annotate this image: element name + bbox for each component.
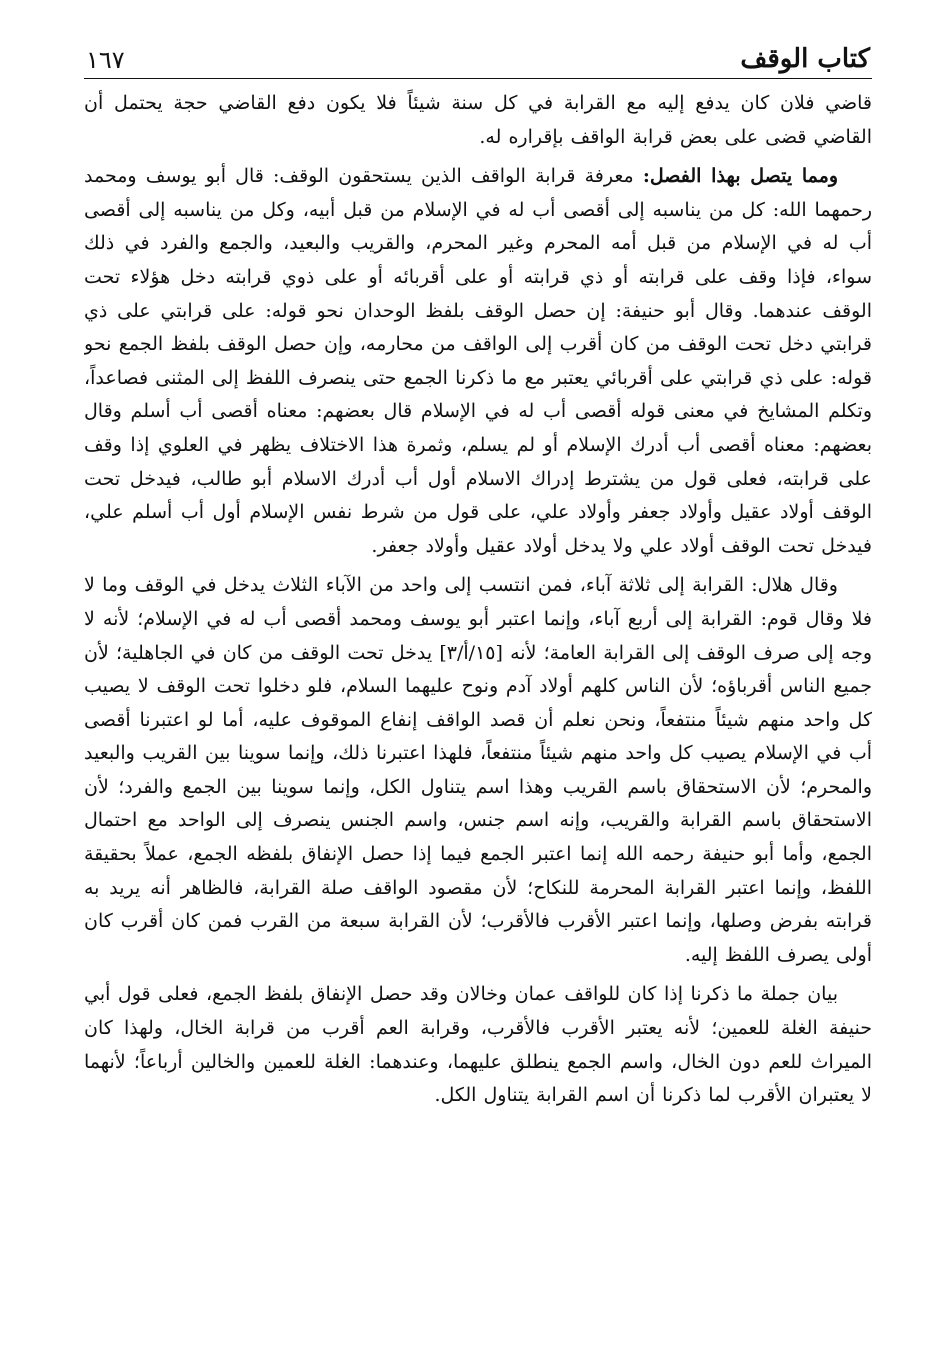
paragraph-text: بيان جملة ما ذكرنا إذا كان للواقف عمان وخالان وقد حصل الإنفاق بلفظ الجمع، فعلى قول أبي حنيفة الغلة للعمين؛ لأنه يعتبر الأقرب فالأقرب، وقرابة العم أقرب من قرابة الخال، ولهذا كان الميراث للعم دون الخال، واسم الجمع ينطلق عليهما، وعندهما: الغلة للعمين والخالين أرباعاً؛ لأنهما لا يعتبران الأقرب لما ذكرنا أن اسم القرابة يتناول الكل. (84, 983, 872, 1107)
paragraph-text: قاضي فلان كان يدفع إليه مع القرابة في كل سنة شيئاً فلا يكون دفع القاضي حجة يحتمل أن القاضي قضى على بعض قرابة الواقف بإقراره له. (84, 92, 872, 148)
paragraph (84, 87, 872, 154)
book-page (84, 28, 872, 1348)
page-number: ١٦٧ (86, 46, 125, 74)
paragraph (84, 569, 872, 972)
page-body (84, 87, 872, 1113)
running-header (84, 28, 872, 79)
paragraph-text: وقال هلال: القرابة إلى ثلاثة آباء، فمن انتسب إلى واحد من الآباء الثلاث يدخل في الوقف وما لا فلا وقال قوم: القرابة إلى أربع آباء، وإنما اعتبر أبو يوسف ومحمد أقصى أب له في الإسلام؛ لأنه لا وجه إلى صرف الوقف إلى القرابة العامة؛ لأنه [١٥/أ/٣] يدخل تحت الوقف من كان في الجاهلية؛ لأن جميع الناس أقرباؤه؛ لأن الناس كلهم أولاد آدم ونوح عليهما السلام، فلو دخلوا تحت الوقف لا يصيب كل واحد منهم شيئاً منتفعاً، ونحن نعلم أن قصد الواقف إنفاع الموقوف عليه، أما لو اعتبرنا أقصى أب في الإسلام يصيب كل واحد منهم شيئاً منتفعاً، فلهذا اعتبرنا ذلك، وإنما سوينا بين القريب والبعيد والمحرم؛ لأن الاستحقاق باسم القريب وهذا اسم يتناول الكل، وإنما سوينا بين الجمع والفرد؛ لأن الاستحقاق باسم القرابة والقريب، وإنه اسم جنس، واسم الجنس ينصرف إلى الواحد مع احتمال الجمع، وأما أبو حنيفة رحمه الله إنما اعتبر الجمع فيما إذا حصل الإنفاق بلفظه الجمع، عملاً بحقيقة اللفظ، وإنما اعتبر القرابة المحرمة للنكاح؛ لأن مقصود الواقف صلة القرابة، فالظاهر أنه يريد به قرابته بفرض وصلها، وإنما اعتبر الأقرب فالأقرب؛ لأن القرابة سبعة من القرب فمن كان أقرب كان أولى يصرف اللفظ إليه. (84, 574, 872, 966)
paragraph (84, 160, 872, 563)
section-lead: ومما يتصل بهذا الفصل: (642, 165, 838, 188)
paragraph (84, 978, 872, 1112)
header-title: كتاب الوقف (740, 44, 870, 74)
paragraph-text: معرفة قرابة الواقف الذين يستحقون الوقف: قال أبو يوسف ومحمد رحمهما الله: كل من يناسبه إلى أقصى أب له في الإسلام من قبل أبيه، وكل من يناسبه إلى أقصى أب له في الإسلام من قبل أمه المحرم وغير المحرم، والقريب والبعيد، والجمع والفرد في ذلك سواء، فإذا وقف على قرابته أو ذي قرابته أو على أقربائه أو على ذوي قرابته دخل هؤلاء تحت الوقف عندهما. وقال أبو حنيفة: إن حصل الوقف بلفظ الوحدان نحو قوله: على قرابتي على ذي قرابتي دخل تحت الوقف من كان أقرب إلى الواقف من محارمه، وإن حصل الوقف بلفظ الجمع نحو قوله: على ذي قرابتي على أقربائي يعتبر مع ما ذكرنا الجمع حتى ينصرف اللفظ إلى المثنى فصاعداً، وتكلم المشايخ في معنى قوله أقصى أب له في الإسلام قال بعضهم: معناه أقصى أب أسلم وقال بعضهم: معناه أقصى أب أدرك الإسلام أو لم يسلم، وثمرة هذا الاختلاف يظهر في العلوي إذا وقف على قرابته، فعلى قول من يشترط إدراك الاسلام أول أب أدرك الاسلام أبو طالب، فيدخل تحت الوقف أولاد عقيل وأولاد جعفر وأولاد علي، على قول من شرط نفس الإسلام أول أب أسلم علي، فيدخل تحت الوقف أولاد علي ولا يدخل أولاد عقيل وأولاد جعفر. (84, 165, 872, 557)
